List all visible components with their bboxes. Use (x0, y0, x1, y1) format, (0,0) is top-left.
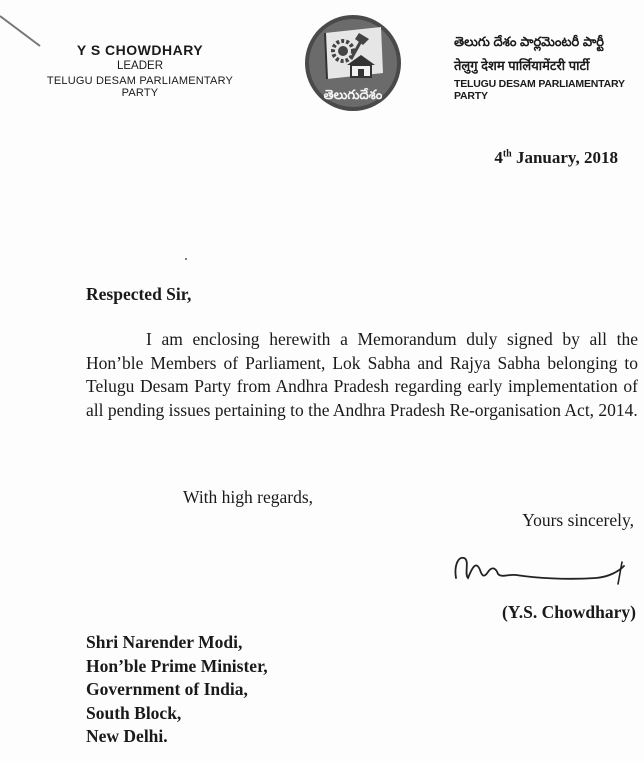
party-name-hindi: तेलुगु देशम पार्लियामेंटरी पार्टी (454, 58, 590, 73)
addressee-line: Shri Narender Modi, (86, 632, 243, 652)
party-header (454, 34, 640, 102)
regards-line: With high regards, (183, 487, 314, 507)
addressee-block (86, 631, 268, 749)
closing-line: Yours sincerely, (522, 510, 634, 530)
party-name-english: TELUGU DESAM PARLIAMENTARY PARTY (454, 78, 625, 102)
addressee-line: New Delhi. (86, 726, 168, 746)
date-month-year: January, 2018 (515, 148, 618, 167)
logo-script-text: తెలుగుదేశం (323, 88, 383, 103)
stray-mark (185, 258, 187, 260)
sender-party: TELUGU DESAM PARLIAMENTARY PARTY (46, 75, 234, 99)
signer-name: (Y.S. Chowdhary) (501, 602, 636, 622)
sender-role: LEADER (116, 60, 164, 72)
party-logo (303, 13, 403, 113)
handwritten-signature (446, 548, 632, 594)
sender-name: Y S CHOWDHARY (76, 42, 204, 58)
letter-date (494, 148, 618, 168)
date-ordinal: th (502, 148, 512, 160)
addressee-line: Government of India, (86, 679, 248, 699)
addressee-line: South Block, (86, 702, 182, 723)
addressee-line: Hon’ble Prime Minister, (86, 655, 268, 676)
date-day: 4 (494, 148, 503, 167)
letter-body: I am enclosing herewith a Memorandum duly signed by all the Hon’ble Members of Parliament, Lok Sabha and Rajya Sabha belonging to Telugu Desam Party from Andhra Pradesh regarding early implementation of all pending issues pertaining to the Andhra Pradesh Re-organisation Act, 2014. (86, 329, 638, 420)
party-name-telugu: తెలుగు దేశం పార్లమెంటరీ పార్టీ (454, 34, 604, 49)
salutation: Respected Sir, (86, 284, 192, 304)
sender-header (30, 42, 250, 99)
